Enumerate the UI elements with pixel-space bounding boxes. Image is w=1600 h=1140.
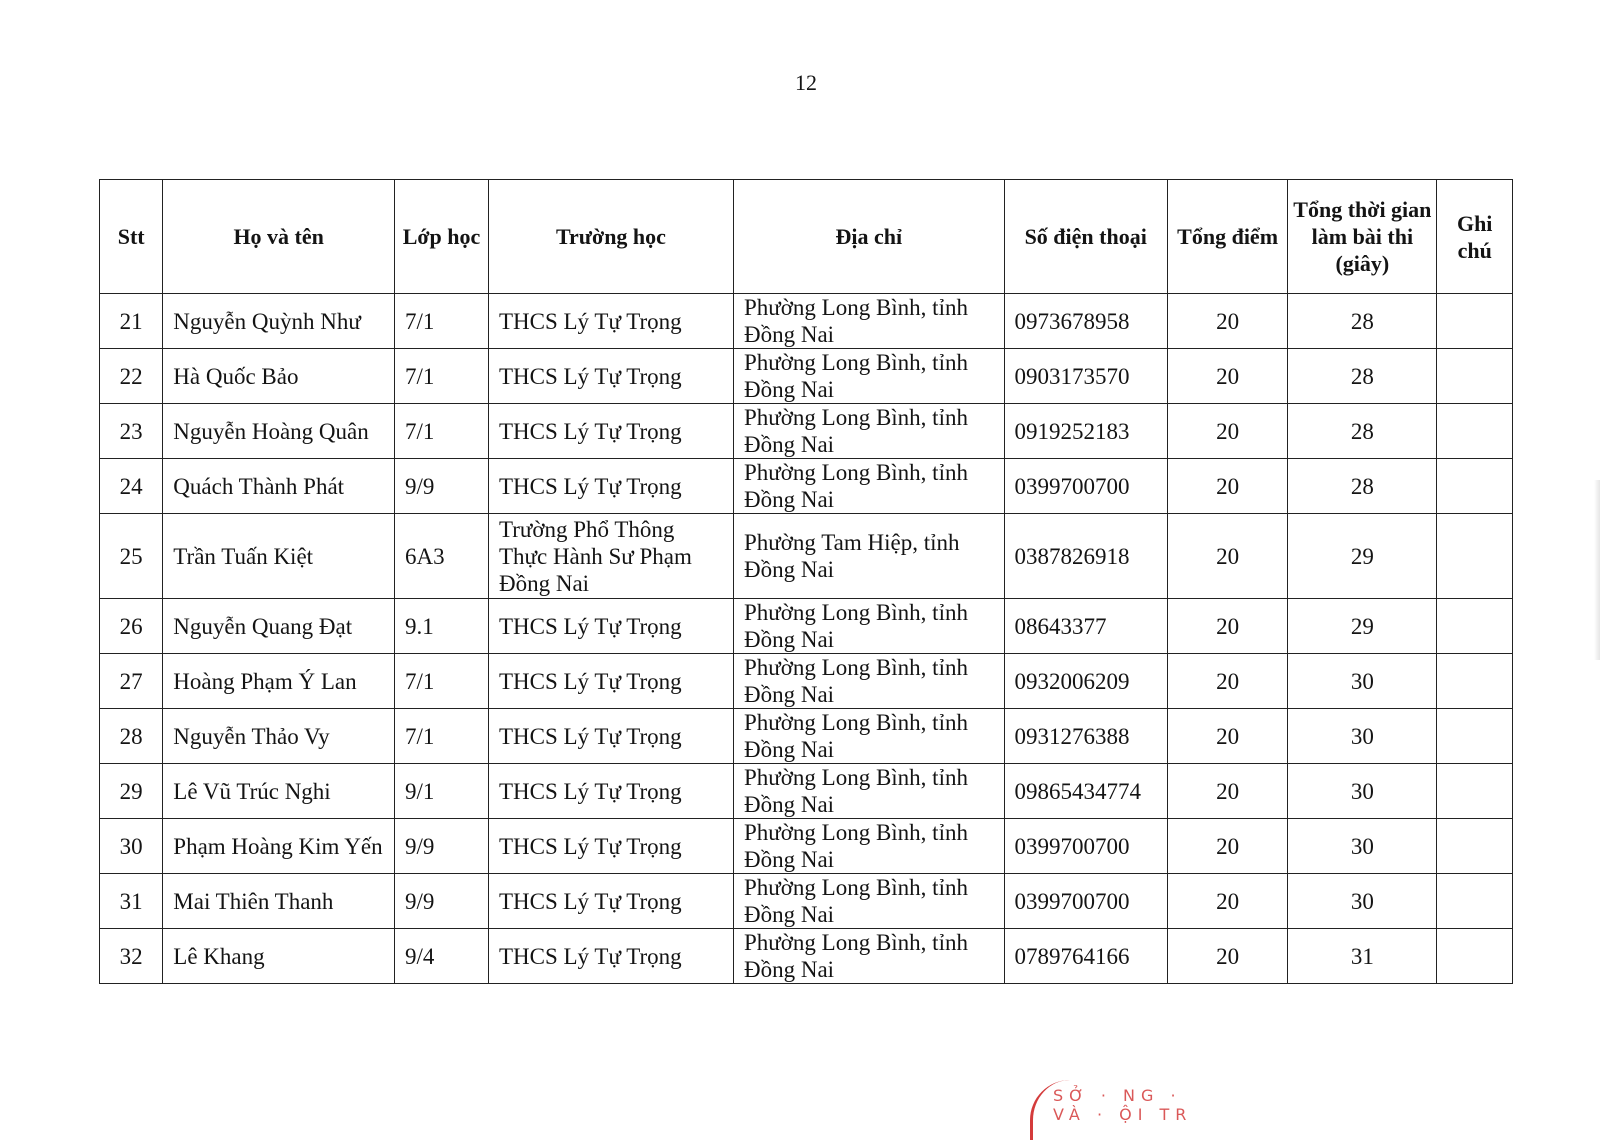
cell-score: 20 (1167, 874, 1287, 929)
cell-note (1437, 349, 1513, 404)
cell-note (1437, 819, 1513, 874)
cell-time: 28 (1288, 294, 1437, 349)
table-row (100, 764, 1513, 819)
cell-school: Trường Phổ Thông Thực Hành Sư Phạm Đồng Nai (488, 514, 733, 599)
cell-class: 7/1 (395, 654, 489, 709)
cell-note (1437, 599, 1513, 654)
table-row (100, 514, 1513, 599)
cell-score: 20 (1167, 709, 1287, 764)
cell-time: 28 (1288, 349, 1437, 404)
cell-phone: 0919252183 (1004, 404, 1167, 459)
cell-score: 20 (1167, 599, 1287, 654)
cell-stt: 24 (100, 459, 163, 514)
cell-score: 20 (1167, 654, 1287, 709)
cell-stt: 25 (100, 514, 163, 599)
header-note: Ghi chú (1437, 180, 1513, 294)
cell-time: 30 (1288, 654, 1437, 709)
table-row (100, 929, 1513, 984)
cell-class: 7/1 (395, 349, 489, 404)
cell-school: THCS Lý Tự Trọng (488, 404, 733, 459)
cell-note (1437, 929, 1513, 984)
cell-phone: 0789764166 (1004, 929, 1167, 984)
cell-phone: 0399700700 (1004, 459, 1167, 514)
red-official-stamp (1030, 1080, 1223, 1140)
table-row (100, 654, 1513, 709)
cell-name: Lê Vũ Trúc Nghi (163, 764, 395, 819)
cell-time: 28 (1288, 404, 1437, 459)
cell-name: Nguyễn Thảo Vy (163, 709, 395, 764)
cell-name: Nguyễn Quỳnh Như (163, 294, 395, 349)
cell-class: 9/9 (395, 459, 489, 514)
cell-class: 9/9 (395, 819, 489, 874)
cell-class: 6A3 (395, 514, 489, 599)
cell-address: Phường Long Bình, tỉnh Đồng Nai (733, 294, 1004, 349)
cell-class: 7/1 (395, 709, 489, 764)
cell-stt: 27 (100, 654, 163, 709)
header-score: Tổng điểm (1167, 180, 1287, 294)
cell-stt: 29 (100, 764, 163, 819)
header-address: Địa chỉ (733, 180, 1004, 294)
cell-name: Hà Quốc Bảo (163, 349, 395, 404)
cell-address: Phường Long Bình, tỉnh Đồng Nai (733, 654, 1004, 709)
cell-score: 20 (1167, 929, 1287, 984)
table-body (100, 294, 1513, 984)
cell-phone: 0932006209 (1004, 654, 1167, 709)
cell-address: Phường Long Bình, tỉnh Đồng Nai (733, 929, 1004, 984)
cell-school: THCS Lý Tự Trọng (488, 459, 733, 514)
cell-time: 31 (1288, 929, 1437, 984)
cell-stt: 22 (100, 349, 163, 404)
cell-address: Phường Long Bình, tỉnh Đồng Nai (733, 404, 1004, 459)
cell-note (1437, 514, 1513, 599)
cell-phone: 0903173570 (1004, 349, 1167, 404)
cell-note (1437, 294, 1513, 349)
cell-address: Phường Long Bình, tỉnh Đồng Nai (733, 349, 1004, 404)
cell-note (1437, 764, 1513, 819)
cell-time: 30 (1288, 874, 1437, 929)
table-row (100, 459, 1513, 514)
cell-phone: 08643377 (1004, 599, 1167, 654)
cell-name: Mai Thiên Thanh (163, 874, 395, 929)
cell-stt: 32 (100, 929, 163, 984)
cell-note (1437, 709, 1513, 764)
cell-address: Phường Long Bình, tỉnh Đồng Nai (733, 819, 1004, 874)
header-stt: Stt (100, 180, 163, 294)
cell-score: 20 (1167, 349, 1287, 404)
cell-class: 9.1 (395, 599, 489, 654)
cell-address: Phường Long Bình, tỉnh Đồng Nai (733, 709, 1004, 764)
cell-school: THCS Lý Tự Trọng (488, 819, 733, 874)
cell-stt: 31 (100, 874, 163, 929)
cell-time: 30 (1288, 819, 1437, 874)
cell-school: THCS Lý Tự Trọng (488, 929, 733, 984)
cell-class: 7/1 (395, 404, 489, 459)
cell-score: 20 (1167, 819, 1287, 874)
cell-phone: 09865434774 (1004, 764, 1167, 819)
cell-school: THCS Lý Tự Trọng (488, 764, 733, 819)
cell-class: 7/1 (395, 294, 489, 349)
cell-note (1437, 404, 1513, 459)
cell-class: 9/9 (395, 874, 489, 929)
scan-edge-shadow (1594, 480, 1600, 660)
cell-address: Phường Long Bình, tỉnh Đồng Nai (733, 764, 1004, 819)
cell-address: Phường Long Bình, tỉnh Đồng Nai (733, 599, 1004, 654)
cell-name: Lê Khang (163, 929, 395, 984)
cell-phone: 0387826918 (1004, 514, 1167, 599)
cell-name: Quách Thành Phát (163, 459, 395, 514)
cell-score: 20 (1167, 404, 1287, 459)
cell-stt: 23 (100, 404, 163, 459)
cell-name: Trần Tuấn Kiệt (163, 514, 395, 599)
cell-school: THCS Lý Tự Trọng (488, 599, 733, 654)
header-name: Họ và tên (163, 180, 395, 294)
table-row (100, 404, 1513, 459)
cell-school: THCS Lý Tự Trọng (488, 874, 733, 929)
cell-time: 30 (1288, 709, 1437, 764)
cell-address: Phường Long Bình, tỉnh Đồng Nai (733, 874, 1004, 929)
table-row (100, 819, 1513, 874)
cell-name: Hoàng Phạm Ý Lan (163, 654, 395, 709)
table-row (100, 349, 1513, 404)
cell-note (1437, 459, 1513, 514)
table-header-row (100, 180, 1513, 294)
cell-time: 29 (1288, 599, 1437, 654)
cell-phone: 0973678958 (1004, 294, 1167, 349)
page-number: 12 (795, 70, 817, 95)
cell-address: Phường Long Bình, tỉnh Đồng Nai (733, 459, 1004, 514)
results-table (99, 179, 1513, 984)
cell-class: 9/4 (395, 929, 489, 984)
cell-time: 30 (1288, 764, 1437, 819)
cell-stt: 28 (100, 709, 163, 764)
cell-address: Phường Tam Hiệp, tỉnh Đồng Nai (733, 514, 1004, 599)
cell-school: THCS Lý Tự Trọng (488, 709, 733, 764)
table-row (100, 874, 1513, 929)
table-row (100, 599, 1513, 654)
cell-name: Nguyễn Hoàng Quân (163, 404, 395, 459)
cell-score: 20 (1167, 459, 1287, 514)
cell-name: Nguyễn Quang Đạt (163, 599, 395, 654)
cell-class: 9/1 (395, 764, 489, 819)
header-class: Lớp học (395, 180, 489, 294)
cell-phone: 0399700700 (1004, 874, 1167, 929)
cell-phone: 0931276388 (1004, 709, 1167, 764)
cell-note (1437, 874, 1513, 929)
cell-score: 20 (1167, 294, 1287, 349)
cell-stt: 26 (100, 599, 163, 654)
header-school: Trường học (488, 180, 733, 294)
header-time: Tổng thời gian làm bài thi (giây) (1288, 180, 1437, 294)
cell-time: 29 (1288, 514, 1437, 599)
cell-phone: 0399700700 (1004, 819, 1167, 874)
stamp-lettering-fragment: SỞ · NG · VÀ · ỘI TR (1053, 1086, 1193, 1124)
cell-note (1437, 654, 1513, 709)
cell-school: THCS Lý Tự Trọng (488, 654, 733, 709)
cell-time: 28 (1288, 459, 1437, 514)
cell-stt: 30 (100, 819, 163, 874)
table-row (100, 294, 1513, 349)
cell-score: 20 (1167, 514, 1287, 599)
cell-name: Phạm Hoàng Kim Yến (163, 819, 395, 874)
table-row (100, 709, 1513, 764)
cell-score: 20 (1167, 764, 1287, 819)
header-phone: Số điện thoại (1004, 180, 1167, 294)
cell-school: THCS Lý Tự Trọng (488, 294, 733, 349)
cell-stt: 21 (100, 294, 163, 349)
cell-school: THCS Lý Tự Trọng (488, 349, 733, 404)
